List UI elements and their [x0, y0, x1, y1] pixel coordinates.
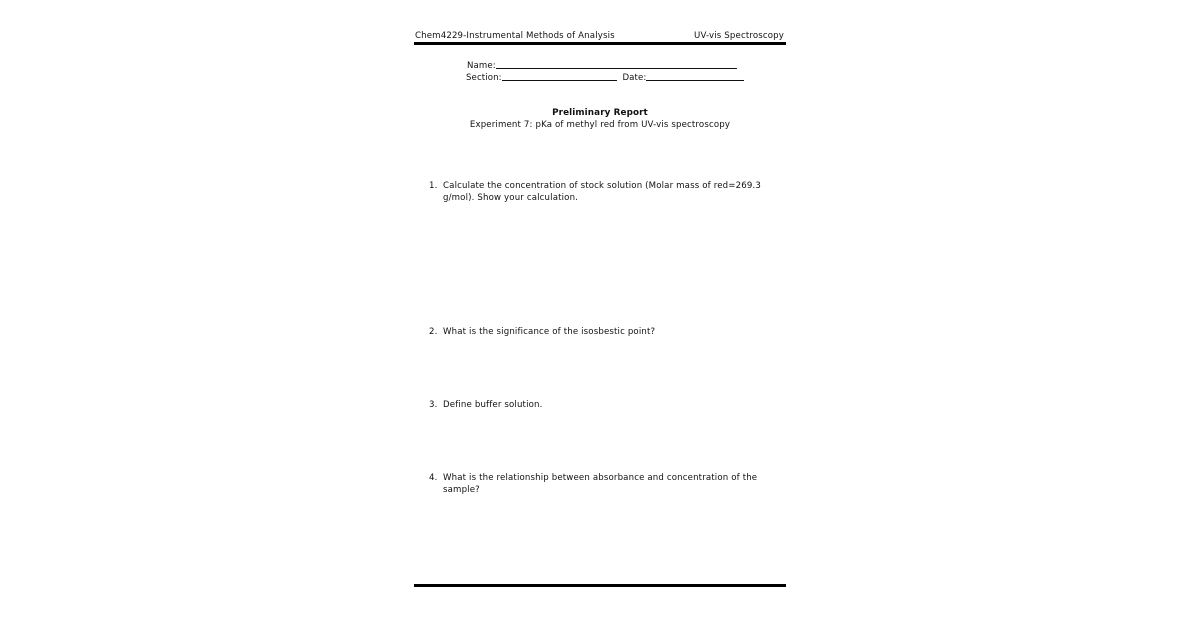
question-number: 4.: [429, 473, 438, 483]
topic-title: UV-vis Spectroscopy: [694, 31, 784, 41]
report-title: Preliminary Report: [552, 108, 648, 118]
experiment-title: Experiment 7: pKa of methyl red from UV-vis spectroscopy: [469, 120, 731, 130]
course-title: Chem4229-Instrumental Methods of Analysis: [415, 31, 615, 41]
name-blank-line: [496, 59, 737, 69]
date-blank-line: [646, 71, 744, 81]
question-4: [429, 472, 779, 496]
section-blank-line: [502, 71, 617, 81]
question-number: 2.: [429, 327, 438, 337]
question-number: 3.: [429, 400, 438, 410]
page-header: [415, 31, 785, 42]
question-text: Define buffer solution.: [443, 400, 543, 410]
question-1: [429, 180, 779, 204]
name-label: Name:: [467, 61, 496, 71]
question-3: [429, 399, 779, 411]
footer-rule: [414, 584, 786, 587]
date-label: Date:: [622, 73, 647, 83]
question-text: Calculate the concentration of stock solution (Molar mass of red=269.3 g/mol). Show your calculation.: [443, 181, 761, 203]
question-number: 1.: [429, 181, 438, 191]
question-text: What is the relationship between absorbance and concentration of the sample?: [443, 473, 758, 495]
section-date-field: [466, 71, 744, 84]
question-text: What is the significance of the isosbestic point?: [443, 327, 656, 337]
section-label: Section:: [466, 73, 502, 83]
document-page: [414, 0, 786, 627]
question-2: [429, 326, 779, 338]
header-rule: [414, 42, 786, 45]
